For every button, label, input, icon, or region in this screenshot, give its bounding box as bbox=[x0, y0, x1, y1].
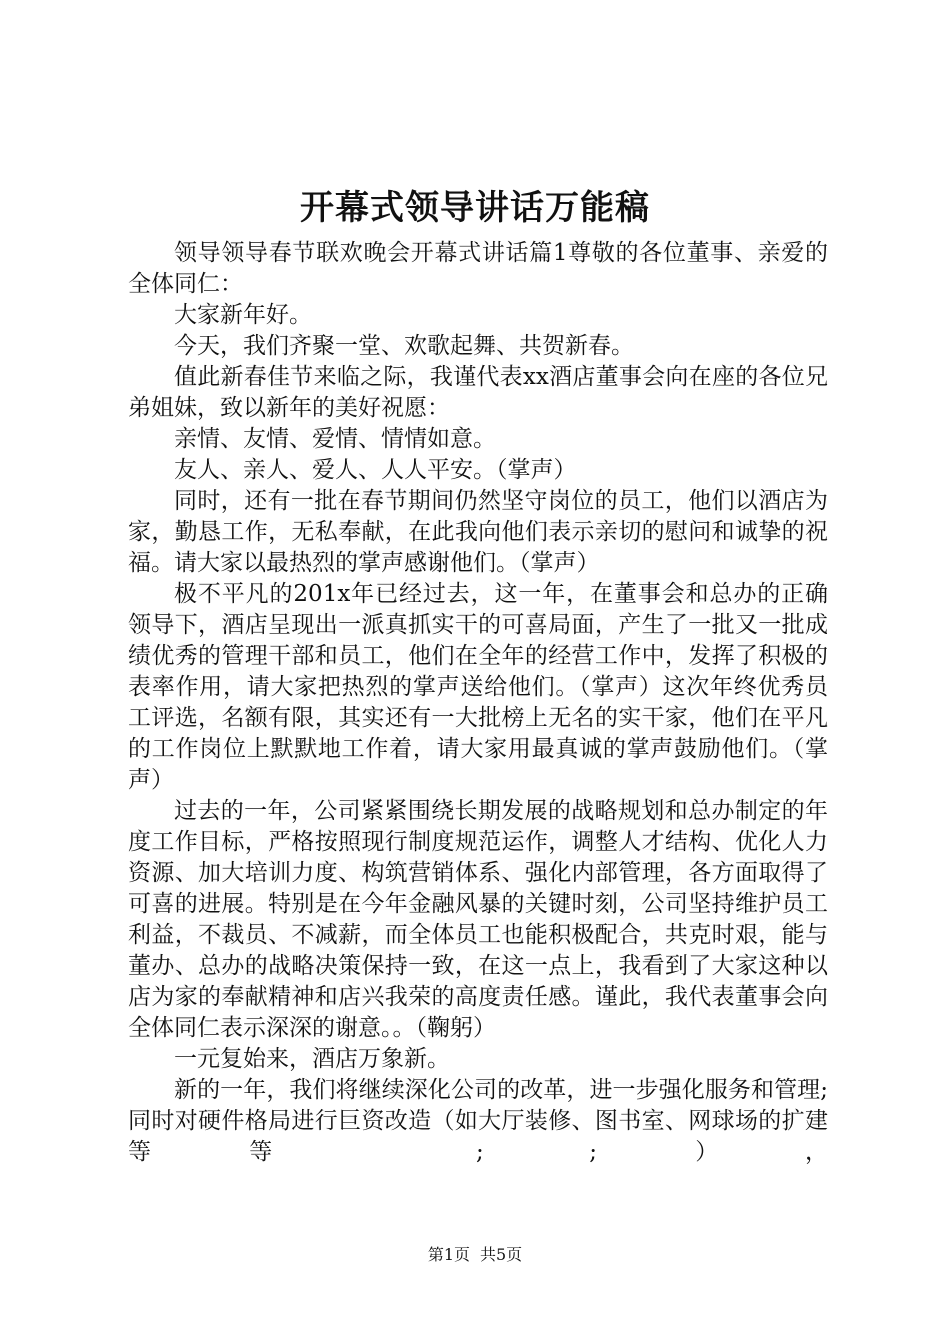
paragraph: 领导领导春节联欢晚会开幕式讲话篇1尊敬的各位董事、亲爱的全体同仁： bbox=[128, 240, 828, 297]
document-body bbox=[128, 238, 828, 1168]
paragraph: 值此新春佳节来临之际，我谨代表xx酒店董事会向在座的各位兄弟姐妹，致以新年的美好祝愿： bbox=[128, 364, 828, 421]
paragraph: 一元复始来，酒店万象新。 bbox=[174, 1046, 450, 1072]
page-number: 第1页 bbox=[427, 1245, 470, 1264]
paragraph: 今天，我们齐聚一堂、欢歌起舞、共贺新春。 bbox=[174, 333, 634, 359]
paragraph: 同时，还有一批在春节期间仍然坚守岗位的员工，他们以酒店为家，勤恳工作，无私奉献，在此我向他们表示亲切的慰问和诚挚的祝福。请大家以最热烈的掌声感谢他们。（掌声） bbox=[128, 488, 828, 576]
document-title: 开幕式领导讲话万能稿 bbox=[300, 188, 650, 228]
page-total: 共5页 bbox=[480, 1245, 523, 1264]
paragraph: 过去的一年，公司紧紧围绕长期发展的战略规划和总办制定的年度工作目标，严格按照现行制度规范运作，调整人才结构、优化人力资源、加大培训力度、构筑营销体系、强化内部管理，各方面取得了可喜的进展。特别是在今年金融风暴的关键时刻，公司坚持维护员工利益，不裁员、不减薪，而全体员工也能积极配合，共克时艰，能与董办、总办的战略决策保持一致，在这一点上，我看到了大家这种以店为家的奉献精神和店兴我荣的高度责任感。谨此，我代表董事会向全体同仁表示深深的谢意。。（鞠躬） bbox=[128, 798, 828, 1041]
paragraph: 友人、亲人、爱人、人人平安。（掌声） bbox=[174, 457, 577, 483]
paragraph: 新的一年，我们将继续深化公司的改革，进一步强化服务和管理;同时对硬件格局进行巨资改造（如大厅装修、图书室、网球场的扩建等等 ; ;）， bbox=[128, 1077, 828, 1165]
page-footer bbox=[0, 1244, 950, 1266]
paragraph: 极不平凡的201x年已经过去，这一年，在董事会和总办的正确领导下，酒店呈现出一派真抓实干的可喜局面，产生了一批又一批成绩优秀的管理干部和员工，他们在全年的经营工作中，发挥了积极的表率作用，请大家把热烈的掌声送给他们。（掌声）这次年终优秀员工评选，名额有限，其实还有一大批榜上无名的实干家，他们在平凡的工作岗位上默默地工作着，请大家用最真诚的掌声鼓励他们。（掌声） bbox=[128, 581, 828, 793]
paragraph: 亲情、友情、爱情、情情如意。 bbox=[174, 426, 496, 452]
paragraph: 大家新年好。 bbox=[174, 302, 312, 328]
